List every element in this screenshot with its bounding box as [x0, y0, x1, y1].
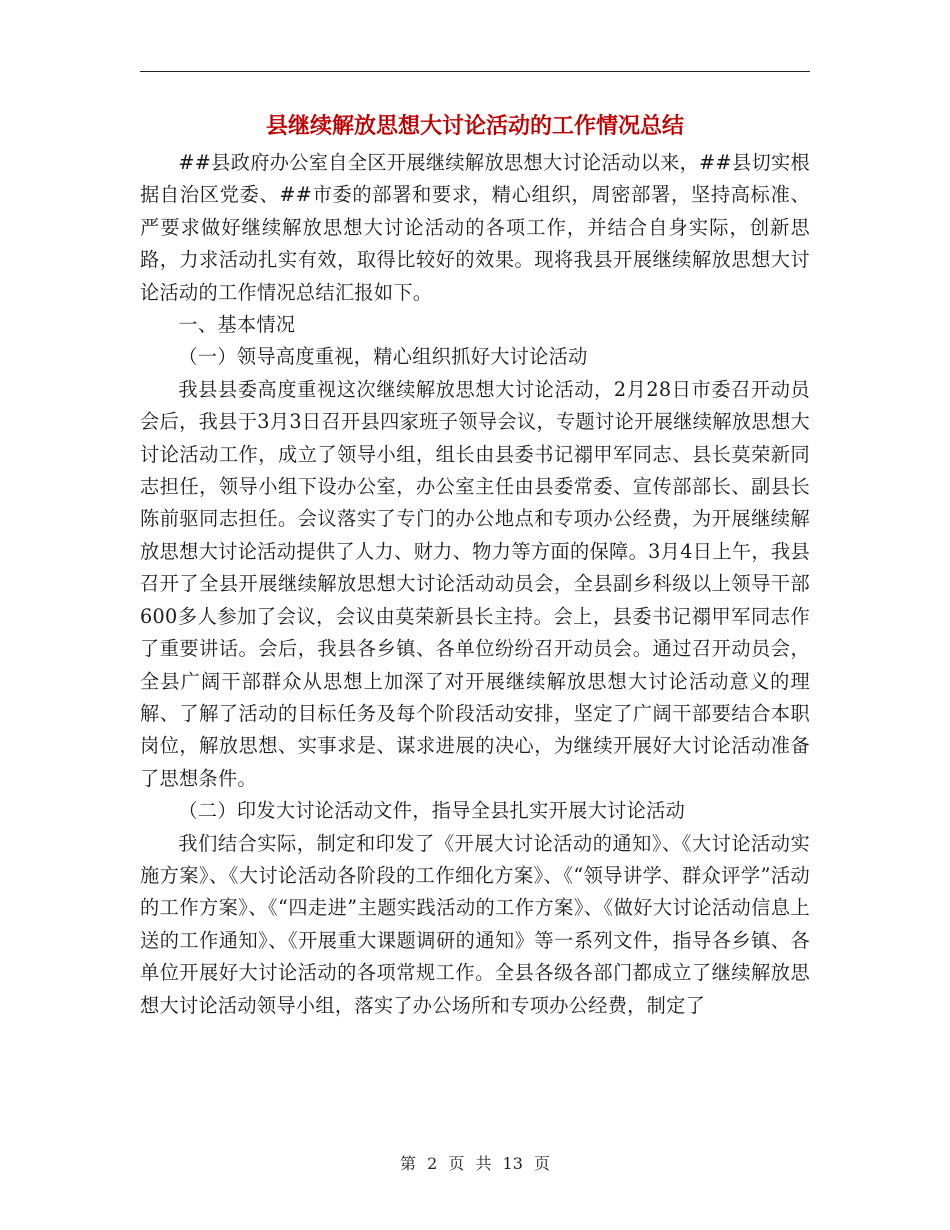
paragraph-documents: 我们结合实际，制定和印发了《开展大讨论活动的通知》、《大讨论活动实施方案》、《大讨论活动各阶段的工作细化方案》、《“领导讲学、群众评学”活动的工作方案》、《“四走进”主题实践活动的工作方案》、《做好大讨论活动信息上送的工作通知》、《开展重大课题调研的通知》等一系列文件，指导各乡镇、各单位开展好大讨论活动的各项常规工作。全县各级各部门都成立了继续解放思想大讨论活动领导小组，落实了办公场所和专项办公经费，制定了 [140, 831, 810, 1017]
paragraph-intro: ##县政府办公室自全区开展继续解放思想大讨论活动以来，##县切实根据自治区党委、##市委的部署和要求，精心组织，周密部署，坚持高标准、严要求做好继续解放思想大讨论活动的各项工作，并结合自身实际，创新思路，力求活动扎实有效，取得比较好的效果。现将我县开展继续解放思想大讨论活动的工作情况总结汇报如下。 [140, 151, 810, 304]
subsection-heading-2: （二）印发大讨论活动文件，指导全县扎实开展大讨论活动 [178, 799, 686, 823]
page-number-footer: 第 2 页 共 13 页 [400, 1154, 550, 1173]
document-body [140, 147, 810, 1022]
document-title: 县继续解放思想大讨论活动的工作情况总结 [265, 114, 684, 139]
paragraph-leadership: 我县县委高度重视这次继续解放思想大讨论活动，2月28日市委召开动员会后，我县于3月3日召开县四家班子领导会议，专题讨论开展继续解放思想大讨论活动工作，成立了领导小组，组长由县委书记禤甲军同志、县长莫荣新同志担任，领导小组下设办公室，办公室主任由县委常委、宣传部部长、副县长陈前驱同志担任。会议落实了专门的办公地点和专项办公经费，为开展继续解放思想大讨论活动提供了人力、财力、物力等方面的保障。3月4日上午，我县召开了全县开展继续解放思想大讨论活动动员会，全县副乡科级以上领导干部600多人参加了会议，会议由莫荣新县长主持。会上，县委书记禤甲军同志作了重要讲话。会后，我县各乡镇、各单位纷纷召开动员会。通过召开动员会，全县广阔干部群众从思想上加深了对开展继续解放思想大讨论活动意义的理解、了解了活动的目标任务及每个阶段活动安排，坚定了广阔干部要结合本职岗位，解放思想、实事求是、谋求进展的决心，为继续开展好大讨论活动准备了思想条件。 [140, 377, 810, 790]
header-rule [140, 71, 810, 72]
section-heading-basic-situation: 一、基本情况 [178, 313, 296, 337]
subsection-heading-1: （一）领导高度重视，精心组织抓好大讨论活动 [178, 345, 588, 369]
